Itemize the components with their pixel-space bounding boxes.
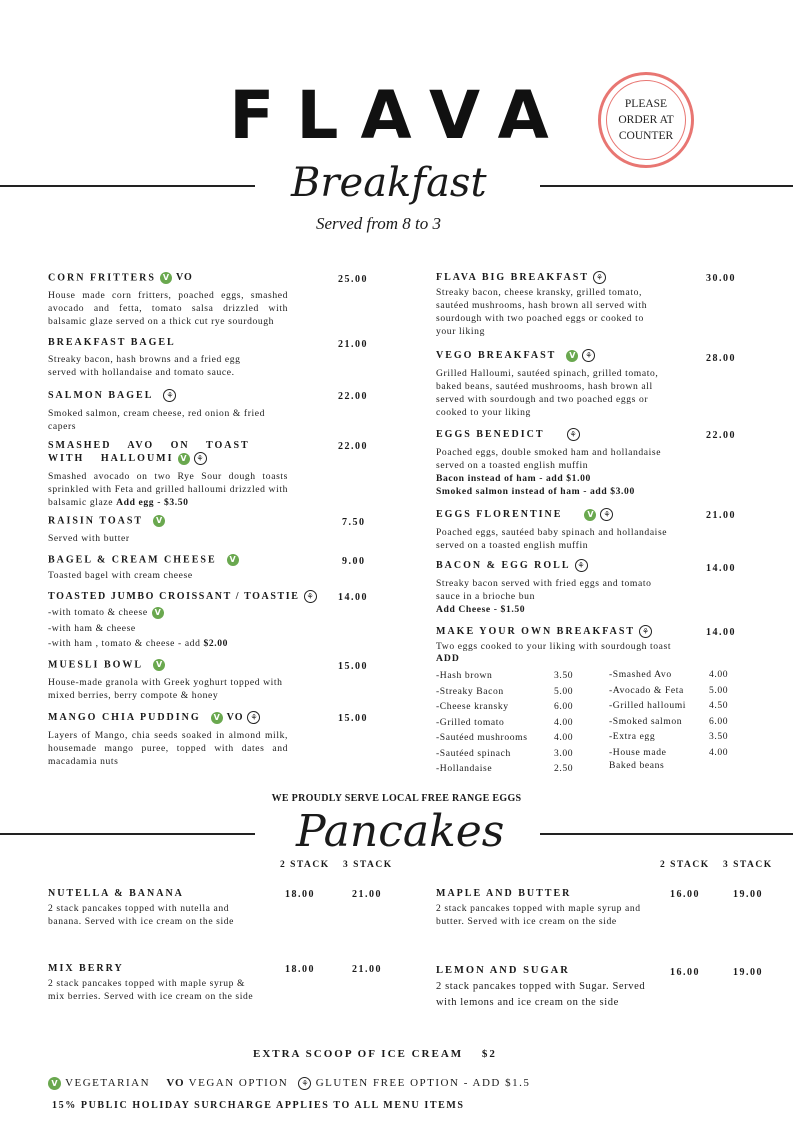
addon-price: 3.00 [554, 747, 574, 759]
vegetarian-icon: V [584, 509, 596, 521]
svg-text:FLAVA: FLAVA [229, 77, 571, 154]
vegetarian-icon: V [211, 712, 223, 724]
item-price: 22.00 [338, 391, 368, 402]
item-name: MAKE YOUR OWN BREAKFAST [436, 625, 636, 637]
addon-row [436, 763, 573, 779]
menu-item [436, 271, 661, 338]
addon-price: 6.00 [554, 701, 574, 712]
item-description: Two eggs cooked to your liking with sourdough toast [436, 641, 672, 652]
addon-item: -Sautéed mushrooms [436, 732, 528, 743]
price-3-stack: 21.00 [352, 964, 382, 975]
vegetarian-icon: V [48, 1077, 61, 1090]
item-description: Streaky bacon served with fried eggs and tomato sauce in a brioche bun [436, 578, 652, 602]
breakfast-title: Breakfast [291, 160, 487, 206]
item-name: TOASTED JUMBO CROISSANT / TOASTIE [48, 590, 300, 602]
addon-item: -Smoked salmon [609, 715, 683, 727]
item-extra: Add Cheese - $1.50 [436, 604, 526, 615]
item-price: 15.00 [338, 713, 368, 724]
vegetarian-icon: V [178, 453, 190, 465]
item-name: LEMON AND SUGAR [436, 965, 570, 976]
col-header-3-stack: 3 STACK [723, 860, 773, 870]
item-price: 14.00 [706, 627, 736, 638]
addon-item: -Avocado & Feta [609, 684, 684, 696]
addon-price: 6.00 [709, 715, 729, 727]
order-at-counter-stamp [598, 72, 694, 168]
item-option: -with ham & cheese [48, 622, 136, 634]
legend [48, 1077, 530, 1090]
item-description: House made corn fritters, poached eggs, smashed avocado and fetta, tomato salsa drizzled with balsamic glaze served on a thick cut rye sourdough [48, 290, 288, 327]
item-price: 25.00 [338, 274, 368, 285]
item-name: MAPLE AND BUTTER [436, 888, 572, 899]
menu-item [436, 428, 671, 498]
item-option: -with ham , tomato & cheese - add [48, 638, 204, 649]
gluten-free-icon: ⚘ [567, 428, 580, 441]
menu-item [48, 440, 288, 509]
item-description: Poached eggs, sautéed baby spinach and hollandaise served on a toasted english muffin [436, 527, 668, 551]
item-name: BREAKFAST BAGEL [48, 337, 176, 348]
item-name: BAGEL & CREAM CHEESE [48, 554, 217, 566]
item-price: 21.00 [338, 339, 368, 350]
vegetarian-icon: V [566, 350, 578, 362]
breakfast-subtitle: Served from 8 to 3 [316, 214, 441, 233]
item-description: 2 stack pancakes topped with nutella and banana. Served with ice cream on the side [48, 903, 235, 927]
add-label: ADD [436, 653, 460, 664]
gluten-free-icon: ⚘ [298, 1077, 311, 1090]
item-price: 9.00 [342, 556, 366, 567]
item-name: NUTELLA & BANANA [48, 888, 184, 899]
item-description: Toasted bagel with cream cheese [48, 570, 193, 581]
item-description: Streaky bacon, hash browns and a fried egg served with hollandaise and tomato sauce. [48, 354, 241, 378]
stamp-line: COUNTER [618, 130, 674, 142]
item-price: 30.00 [706, 273, 736, 284]
item-description: 2 stack pancakes topped with maple syrup & mix berries. Served with ice cream on the side [48, 978, 254, 1002]
item-name: FLAVA BIG BREAKFAST [436, 271, 590, 283]
divider [540, 833, 793, 835]
addon-price: 5.00 [554, 685, 574, 697]
extra-scoop [253, 1048, 497, 1060]
item-description: Smoked salmon, cream cheese, red onion & fried capers [48, 408, 266, 432]
addon-item: -House made [609, 746, 667, 758]
item-price: 7.50 [342, 517, 366, 528]
menu-item [48, 659, 293, 702]
item-name: EGGS BENEDICT [436, 428, 545, 440]
gluten-free-icon: ⚘ [304, 590, 317, 603]
item-extra: Add egg - $3.50 [116, 497, 189, 508]
addon-price: 4.00 [709, 746, 729, 758]
stamp-line: PLEASE [624, 98, 668, 110]
item-price: 21.00 [706, 510, 736, 521]
col-header-2-stack: 2 STACK [660, 860, 710, 870]
item-description: 2 stack pancakes topped with maple syrup and butter. Served with ice cream on the side [436, 903, 641, 927]
addons-table-left [436, 670, 573, 779]
legend-vegan-option: VEGAN OPTION [188, 1077, 289, 1090]
item-price: 15.00 [338, 661, 368, 672]
gluten-free-icon: ⚘ [639, 625, 652, 638]
addon-row [609, 669, 728, 685]
pancakes-title: Pancakes [296, 806, 505, 857]
addons-table-right [609, 669, 728, 775]
pancake-item [48, 963, 263, 1003]
gluten-free-icon: ⚘ [575, 559, 588, 572]
menu-item [48, 554, 288, 582]
legend-vo: VO [166, 1077, 185, 1090]
menu-item [436, 559, 671, 616]
item-name: RAISIN TOAST [48, 515, 144, 527]
extra-scoop-label: EXTRA SCOOP OF ICE CREAM [253, 1048, 464, 1060]
addon-price: 3.50 [709, 731, 729, 742]
addon-item: -Grilled halloumi [609, 700, 687, 711]
item-price: 22.00 [338, 441, 368, 452]
flava-logo [229, 77, 571, 154]
addon-item: -Sautéed spinach [436, 747, 511, 759]
addon-row [436, 670, 573, 686]
menu-item [48, 337, 288, 379]
col-header-2-stack: 2 STACK [280, 860, 330, 870]
addon-row [609, 747, 728, 760]
item-description: Poached eggs, double smoked ham and hollandaise served on a toasted english muffin [436, 447, 662, 471]
item-name: EGGS FLORENTINE [436, 508, 563, 520]
addon-item: -Hollandaise [436, 763, 493, 774]
menu-item [48, 711, 288, 768]
addon-row [609, 685, 728, 701]
addon-price: 4.00 [554, 716, 574, 728]
item-description: Served with butter [48, 533, 130, 544]
surcharge-note: 15% PUBLIC HOLIDAY SURCHARGE APPLIES TO ALL MENU ITEMS [52, 1100, 465, 1111]
item-description: 2 stack pancakes topped with Sugar. Served with lemons and ice cream on the side [436, 981, 646, 1008]
addon-item: -Smashed Avo [609, 669, 672, 680]
addon-row [609, 716, 728, 732]
item-name: VEGO BREAKFAST [436, 349, 557, 361]
item-description: Smashed avocado on two Rye Sour dough toasts sprinkled with Feta and grilled halloumi drizzled with balsamic glaze [48, 471, 288, 508]
addon-price: 5.00 [709, 684, 729, 696]
addon-price: 3.50 [554, 670, 574, 681]
addon-price: 2.50 [554, 763, 574, 774]
menu-item [436, 508, 671, 552]
vegan-option-label: VO [226, 711, 244, 723]
addon-row [436, 748, 573, 764]
addon-item: -Extra egg [609, 731, 656, 742]
addon-item: Baked beans [609, 759, 665, 771]
item-name: MANGO CHIA PUDDING [48, 711, 201, 723]
menu-item [436, 349, 671, 419]
vegetarian-icon: V [152, 607, 164, 619]
vegan-option-label: VO [175, 272, 193, 284]
menu-item [48, 515, 288, 545]
item-name: CORN FRITTERS [48, 272, 156, 284]
gluten-free-icon: ⚘ [600, 508, 613, 521]
vegetarian-icon: V [227, 554, 239, 566]
addon-item: -Cheese kransky [436, 701, 509, 712]
stamp-line: ORDER AT [618, 114, 674, 126]
price-2-stack: 18.00 [285, 889, 315, 900]
menu-item [48, 272, 288, 328]
price-3-stack: 19.00 [733, 889, 763, 900]
legend-vegetarian: VEGETARIAN [65, 1077, 151, 1090]
menu-item [436, 625, 696, 664]
price-3-stack: 21.00 [352, 889, 382, 900]
item-description: Grilled Halloumi, sautéed spinach, grilled tomato, baked beans, sautéed mushrooms, hash brown all served with sourdough and two poached eggs or cooked to your liking [436, 368, 659, 418]
divider [0, 833, 255, 835]
addon-item: -Hash brown [436, 670, 493, 681]
addon-row [436, 686, 573, 702]
item-name: BACON & EGG ROLL [436, 559, 571, 571]
item-price: 14.00 [338, 592, 368, 603]
item-price: 28.00 [706, 353, 736, 364]
menu-item [48, 590, 314, 652]
addon-row [436, 701, 573, 717]
col-header-3-stack: 3 STACK [343, 860, 393, 870]
gluten-free-icon: ⚘ [163, 389, 176, 402]
vegetarian-icon: V [160, 272, 172, 284]
pancake-item [436, 888, 651, 928]
item-name: SALMON BAGEL [48, 389, 154, 401]
item-name: MIX BERRY [48, 963, 124, 974]
pancake-item [48, 888, 258, 928]
item-name: MUESLI BOWL [48, 659, 144, 671]
price-2-stack: 16.00 [670, 889, 700, 900]
item-extra: Smoked salmon instead of ham - add $3.00 [436, 486, 635, 497]
addon-row [436, 732, 573, 748]
free-range-eggs-note: WE PROUDLY SERVE LOCAL FREE RANGE EGGS [271, 793, 522, 804]
addon-item: -Streaky Bacon [436, 685, 504, 697]
addon-row [436, 717, 573, 733]
addon-row [609, 731, 728, 747]
gluten-free-icon: ⚘ [194, 452, 207, 465]
item-description: House-made granola with Greek yoghurt topped with mixed berries, berry compote & honey [48, 677, 283, 701]
vegetarian-icon: V [153, 659, 165, 671]
item-price: 22.00 [706, 430, 736, 441]
divider [0, 185, 255, 187]
item-description: Layers of Mango, chia seeds soaked in almond milk, housemade mango puree, topped with dates and macadamia nuts [48, 730, 288, 767]
vegetarian-icon: V [153, 515, 165, 527]
divider [540, 185, 793, 187]
price-3-stack: 19.00 [733, 967, 763, 978]
item-price: 14.00 [706, 563, 736, 574]
item-extra: Bacon instead of ham - add $1.00 [436, 473, 591, 484]
menu-item [48, 389, 288, 433]
gluten-free-icon: ⚘ [247, 711, 260, 724]
item-option: -with tomato & cheese [48, 607, 148, 618]
gluten-free-icon: ⚘ [582, 349, 595, 362]
addon-item: -Grilled tomato [436, 716, 505, 728]
item-name: SMASHED AVO ON TOAST WITH HALLOUMI [48, 440, 250, 464]
addon-row [609, 700, 728, 716]
price-2-stack: 18.00 [285, 964, 315, 975]
item-option-price: $2.00 [203, 638, 229, 649]
legend-gluten-free: GLUTEN FREE OPTION - ADD $1.5 [315, 1077, 531, 1090]
addon-price: 4.50 [709, 700, 729, 711]
addon-price: 4.00 [709, 669, 729, 680]
addon-row [609, 760, 728, 776]
pancake-item [436, 965, 656, 1010]
extra-scoop-price: $2 [481, 1048, 497, 1060]
addon-price: 4.00 [554, 732, 574, 743]
price-2-stack: 16.00 [670, 967, 700, 978]
item-description: Streaky bacon, cheese kransky, grilled tomato, sautéed mushrooms, hash brown all served with sourdough with two poached eggs or cooked to your liking [436, 287, 648, 337]
gluten-free-icon: ⚘ [593, 271, 606, 284]
